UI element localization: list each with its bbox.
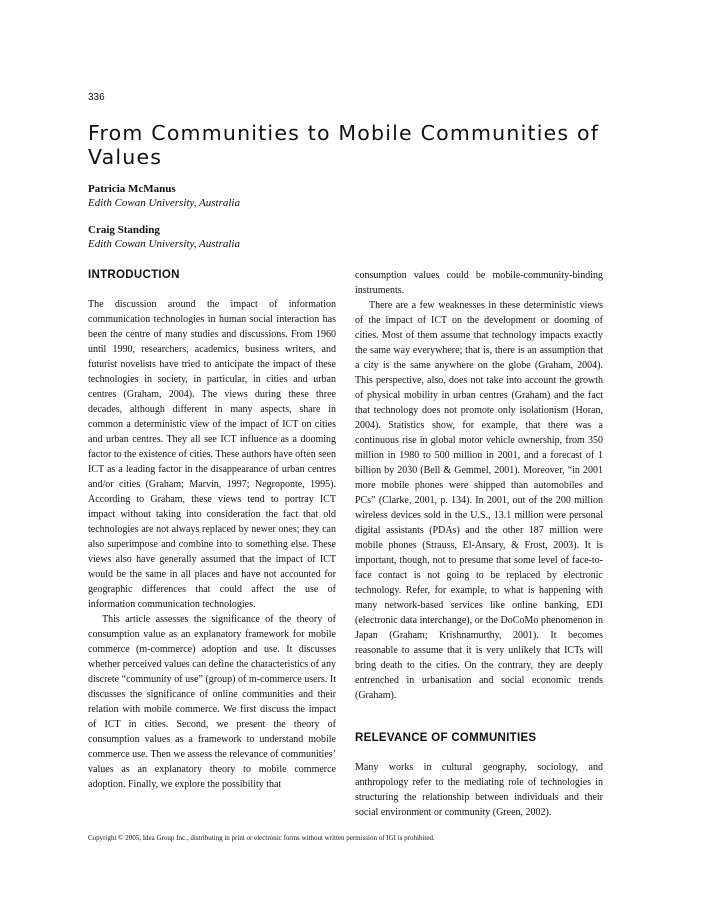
body-paragraph: Many works in cultural geography, sociology, and anthropology refer to the mediating role of technologies in structuring the relationship between individuals and their social environment or community (Green, 2002). <box>355 762 603 818</box>
left-column <box>88 268 336 792</box>
right-column <box>355 268 603 820</box>
author-name: Craig Standing <box>88 224 160 236</box>
authors-block <box>88 182 240 264</box>
author-name: Patricia McManus <box>88 183 176 195</box>
body-paragraph: The discussion around the impact of information communication technologies in human social interaction has been the centre of many studies and discussions. From 1960 until 1990, researchers, academics, business writers, and futurist novelists have tried to anticipate the impact of these technologies in society, in particular, in cities and urban centres (Graham, 2004). The views during these three decades, although different in many aspects, share in common a deterministic view of the impact of ICT on cities and urban centres. They all see ICT influence as a dooming factor to the existence of cities. These authors have often seen ICT as a leading factor in the disappearance of urban centres and/or cities (Graham; Marvin, 1997; Negroponte, 1995). According to Graham, these views tend to portray ICT impact without taking into consideration the fact that old technologies are not always replaced by newer ones; they can also superimpose and combine into to something else. These views also have generally assumed that the impact of ICT would be the same in all places and have not accounted for geographic differences that could affect the use of information communication technologies. <box>88 299 336 610</box>
body-paragraph: consumption values could be mobile-community-binding instruments. <box>355 270 603 296</box>
article-title: From Communities to Mobile Communities of Values <box>88 121 600 169</box>
page-number: 336 <box>88 92 105 103</box>
author-2 <box>88 223 240 251</box>
body-paragraph: This article assesses the significance of the theory of consumption value as an explanatory framework for mobile commerce (m-commerce) adoption and use. It discusses whether perceived values can define the characteristics of any discrete “community of use” (group) of m-commerce users. It discusses the significance of online communities and their relation with mobile commerce. We first discuss the impact of ICT in cities. Second, we present the theory of consumption values as a framework to understand mobile commerce use. Then we assess the relevance of communities’ values as an explanatory theory to mobile commerce adoption. Finally, we explore the possibility that <box>88 614 336 790</box>
copyright-notice: Copyright © 2005, Idea Group Inc., distributing in print or electronic forms without written permission of IGI is prohibited. <box>88 834 435 842</box>
author-1 <box>88 182 240 210</box>
body-paragraph: There are a few weaknesses in these deterministic views of the impact of ICT on the development or dooming of cities. Most of them assume that technology impacts exactly the same way everywhere; that is, there is an assumption that a city is the same anywhere on the globe (Graham, 2004). This perspective, also, does not take into account the growth of physical mobility in urban centres (Graham) and the fact that technology does not promote only isolationism (Horan, 2004). Statistics show, for example, that there was a continuous rise in global motor vehicle ownership, from 350 million in 1980 to 500 million in 2001, and a forecast of 1 billion by 2030 (Bell & Gemmel, 2001). Moreover, “in 2001 more mobile phones were shipped than automobiles and PCs” (Clarke, 2001, p. 134). In 2001, out of the 200 million wireless devices sold in the U.S., 13.1 million were personal digital assistants (PDAs) and the other 187 million were mobile phones (Strauss, El-Ansary, & Frost, 2003). It is important, though, not to presume that some level of face-to-face contact is not going to be replaced by electronic technology. Refer, for example, to what is happening with many network-based services like online banking, EDI (electronic data interchange), or the DoCoMo phenomenon in Japan (Graham; Krishnamurthy, 2001). It becomes reasonable to assume that it is very unlikely that ICTs will bring death to the cities. On the contrary, they are deeply entrenched in urbanisation and social economic trends (Graham). <box>355 300 603 701</box>
author-affiliation: Edith Cowan University, Australia <box>88 238 240 250</box>
section-heading-introduction: INTRODUCTION <box>88 269 180 281</box>
author-affiliation: Edith Cowan University, Australia <box>88 197 240 209</box>
section-heading-relevance: RELEVANCE OF COMMUNITIES <box>355 732 537 744</box>
